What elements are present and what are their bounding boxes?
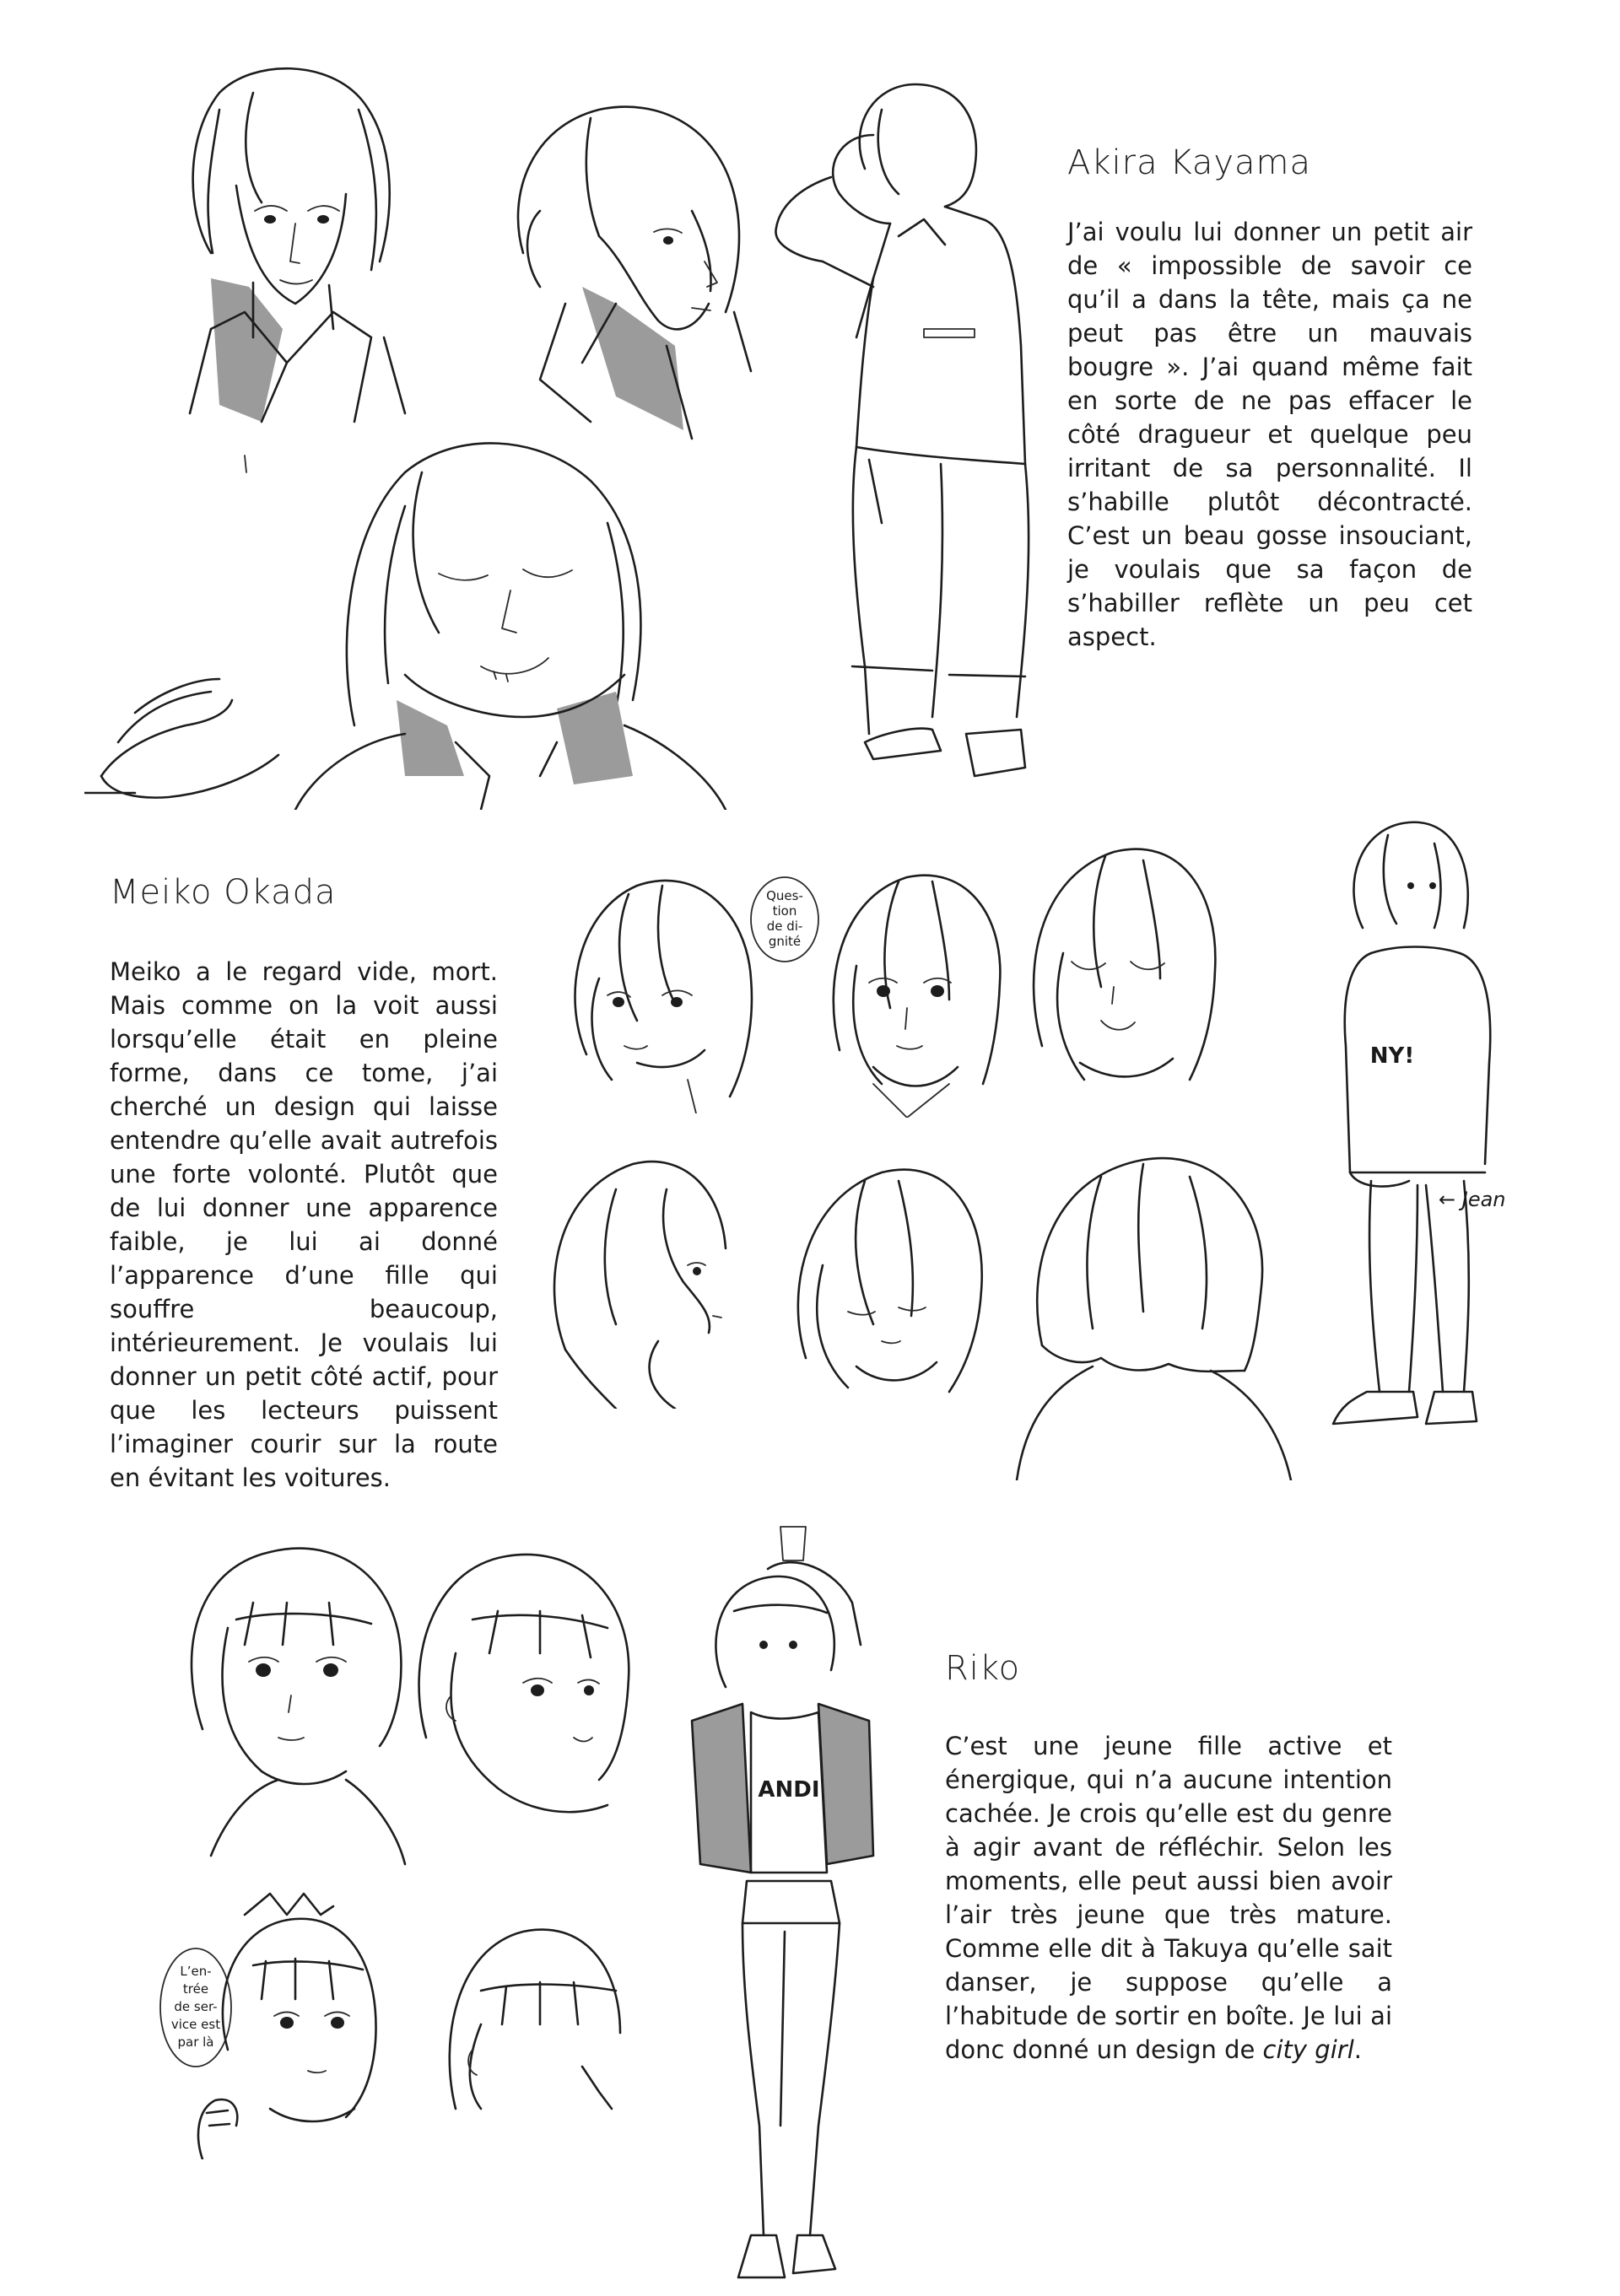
riko-head-three-quarter-sketch	[405, 1535, 641, 1839]
meiko-head-front-sketch	[823, 856, 1008, 1118]
akira-description: J’ai voulu lui donner un petit air de « impossible de savoir ce qu’il a dans la tête, mais ça ne peut pas être un mauvais bougre ». J’ai quand même fait en sorte de ne pas effacer le côté dragueur et quelque peu irritant de sa personnalité. Il s’habille plutôt décontracté. C’est un beau gosse insouciant, je voulais que sa façon de s’habiller reflète un peu cet aspect.	[1067, 218, 1472, 651]
riko-description-main: C’est une jeune fille active et énergique, qui n’a aucune intention cachée. Je crois qu’elle est du genre à agir avant de réfléchir. Selon les moments, elle peut aussi bien avoir l’air très jeune que très mature. Comme elle dit à Takuya qu’elle sait danser, je suppose qu’elle a l’habitude de sortir en boîte. Je lui ai donc donné un design de	[945, 1732, 1392, 2064]
akira-head-smiling-sketch	[84, 422, 751, 810]
akira-head-profile-sketch	[489, 93, 768, 455]
riko-full-body-sketch	[658, 1518, 894, 2294]
meiko-head-smiling-sketch	[1021, 827, 1223, 1113]
riko-section	[0, 1518, 1620, 2296]
akira-section	[0, 0, 1620, 810]
meiko-section	[0, 810, 1620, 1518]
riko-bubble-line-2: trée	[182, 1981, 209, 1997]
riko-bubble-line-5: par là	[177, 2035, 214, 2050]
meiko-head-down-sketch	[780, 1147, 991, 1409]
riko-head-waitress-sketch	[194, 1881, 388, 2159]
meiko-bubble-line-4: gnité	[768, 934, 802, 949]
meiko-bubble-line-3: de di-	[766, 919, 803, 934]
riko-description	[945, 1729, 1392, 2067]
akira-name-heading: Akira Kayama	[1067, 143, 1312, 182]
meiko-jean-note	[1439, 1181, 1548, 1223]
riko-description-end: .	[1353, 2035, 1362, 2064]
riko-bubble-line-3: de ser-	[174, 1999, 218, 2014]
riko-head-profile-sketch	[430, 1898, 633, 2117]
riko-bubble-line-4: vice est	[170, 2017, 221, 2032]
riko-name-heading: Riko	[945, 1649, 1021, 1688]
meiko-bubble-line-1: Ques-	[766, 888, 803, 903]
meiko-head-back-sketch	[1000, 1143, 1304, 1480]
meiko-name-heading: Meiko Okada	[110, 873, 337, 912]
meiko-hoodie-print: NY!	[1369, 1043, 1415, 1069]
akira-head-front-sketch	[160, 59, 413, 481]
riko-head-front-sketch	[177, 1518, 413, 1873]
meiko-jean-label: ← Jean	[1439, 1188, 1506, 1211]
akira-full-body-sketch	[772, 76, 1050, 784]
meiko-head-profile-sketch	[540, 1139, 734, 1409]
riko-shirt-print: ANDI	[758, 1777, 820, 1803]
meiko-bubble-line-2: tion	[772, 903, 797, 919]
meiko-head-three-quarter-sketch	[561, 860, 764, 1113]
meiko-full-body-sketch	[1316, 810, 1502, 1451]
riko-description-italic: city girl	[1262, 2035, 1354, 2064]
meiko-description: Meiko a le regard vide, mort. Mais comme on la voit aussi lorsqu’elle était en pleine forme, dans ce tome, j’ai cherché un design qui laisse entendre qu’elle avait autrefois une forte volonté. Plutôt que de lui donner une apparence faible, je lui ai donné l’apparence d’une fille qui souffre beaucoup, intérieurement. Je voulais lui donner un petit côté actif, pour que les lecteurs puissent l’imaginer courir sur la route en évitant les voitures.	[110, 957, 498, 1492]
meiko-speech-bubble	[747, 873, 823, 966]
riko-bubble-line-1: L’en-	[180, 1964, 212, 1979]
